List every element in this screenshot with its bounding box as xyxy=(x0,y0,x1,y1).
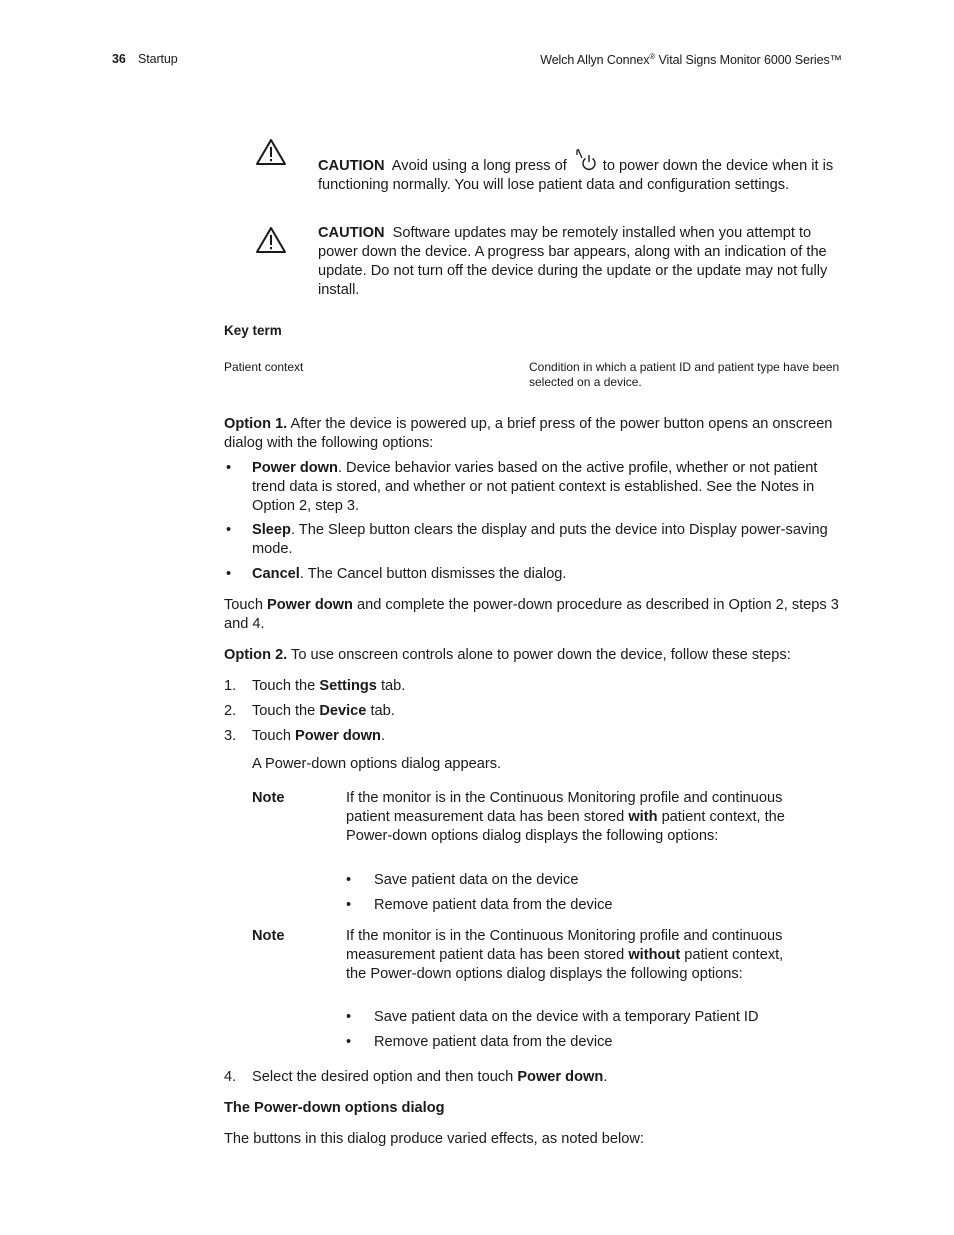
document-title: Welch Allyn Connex® Vital Signs Monitor 6000 Series™ xyxy=(540,52,842,68)
key-term-heading: Key term xyxy=(224,323,282,338)
section-heading: The Power-down options dialog xyxy=(224,1100,445,1116)
note-without-patient-context: If the monitor is in the Continuous Monitoring profile and continuous measurement patient data has been stored without patient context, the Power-down options dialog displays the following options: xyxy=(346,928,784,982)
page-number: 36 xyxy=(112,52,126,66)
section-intro: The buttons in this dialog produce varied effects, as noted below: xyxy=(224,1131,644,1147)
list-item: Remove patient data from the device xyxy=(374,1034,613,1050)
note-with-patient-context: If the monitor is in the Continuous Monitoring profile and continuous patient measurement data has been stored with patient context, the Power-down options dialog displays the following options: xyxy=(346,790,785,844)
bullet: • xyxy=(226,460,232,476)
note-label: Note xyxy=(252,928,285,944)
bullet: • xyxy=(346,872,352,888)
section-name: Startup xyxy=(138,52,178,66)
list-item: Save patient data on the device with a temporary Patient ID xyxy=(374,1009,759,1025)
bullet: • xyxy=(346,1034,352,1050)
list-item-power-down: Power down. Device behavior varies based on the active profile, whether or not patient trend data is stored, and whether or not patient context is established. See the Notes in Option 2, step 3. xyxy=(252,460,818,514)
warning-icon xyxy=(255,138,287,166)
bullet: • xyxy=(346,897,352,913)
step-power-down: Touch Power down. xyxy=(252,728,386,744)
step-number: 4. xyxy=(224,1069,237,1085)
note-label: Note xyxy=(252,790,285,806)
list-item-cancel: Cancel. The Cancel button dismisses the dialog. xyxy=(252,566,567,582)
caution-power-press: CAUTION Avoid using a long press of to power down the device when it is functioning normally. You will lose patient data and configuration settings. xyxy=(318,149,848,195)
step3-result: A Power-down options dialog appears. xyxy=(252,756,502,772)
step-number: 3. xyxy=(224,728,237,744)
warning-icon xyxy=(255,226,287,254)
key-term-name: Patient context xyxy=(224,360,304,374)
list-item: Save patient data on the device xyxy=(374,872,579,888)
step-device-tab: Touch the Device tab. xyxy=(252,703,395,719)
step-number: 2. xyxy=(224,703,237,719)
power-button-icon xyxy=(575,149,597,173)
bullet: • xyxy=(346,1009,352,1025)
bullet: • xyxy=(226,522,232,538)
option2-intro: Option 2. To use onscreen controls alone to power down the device, follow these steps: xyxy=(224,647,791,663)
option1-intro: Option 1. After the device is powered up, a brief press of the power button opens an onscreen dialog with the following options: xyxy=(224,416,833,451)
bullet: • xyxy=(226,566,232,582)
caution-software-update: CAUTION Software updates may be remotely installed when you attempt to power down the device. A progress bar appears, along with an indication of the update. Do not turn off the device during the update or the update may not fully install. xyxy=(318,225,828,298)
step-number: 1. xyxy=(224,678,237,694)
list-item-sleep: Sleep. The Sleep button clears the display and puts the device into Display power-saving mode. xyxy=(252,522,828,557)
list-item: Remove patient data from the device xyxy=(374,897,613,913)
option1-touch-instruction: Touch Power down and complete the power-down procedure as described in Option 2, steps 3 and 4. xyxy=(224,597,839,632)
step-select-option: Select the desired option and then touch Power down. xyxy=(252,1069,608,1085)
step-settings-tab: Touch the Settings tab. xyxy=(252,678,406,694)
key-term-definition: Condition in which a patient ID and patient type have been selected on a device. xyxy=(529,360,840,389)
